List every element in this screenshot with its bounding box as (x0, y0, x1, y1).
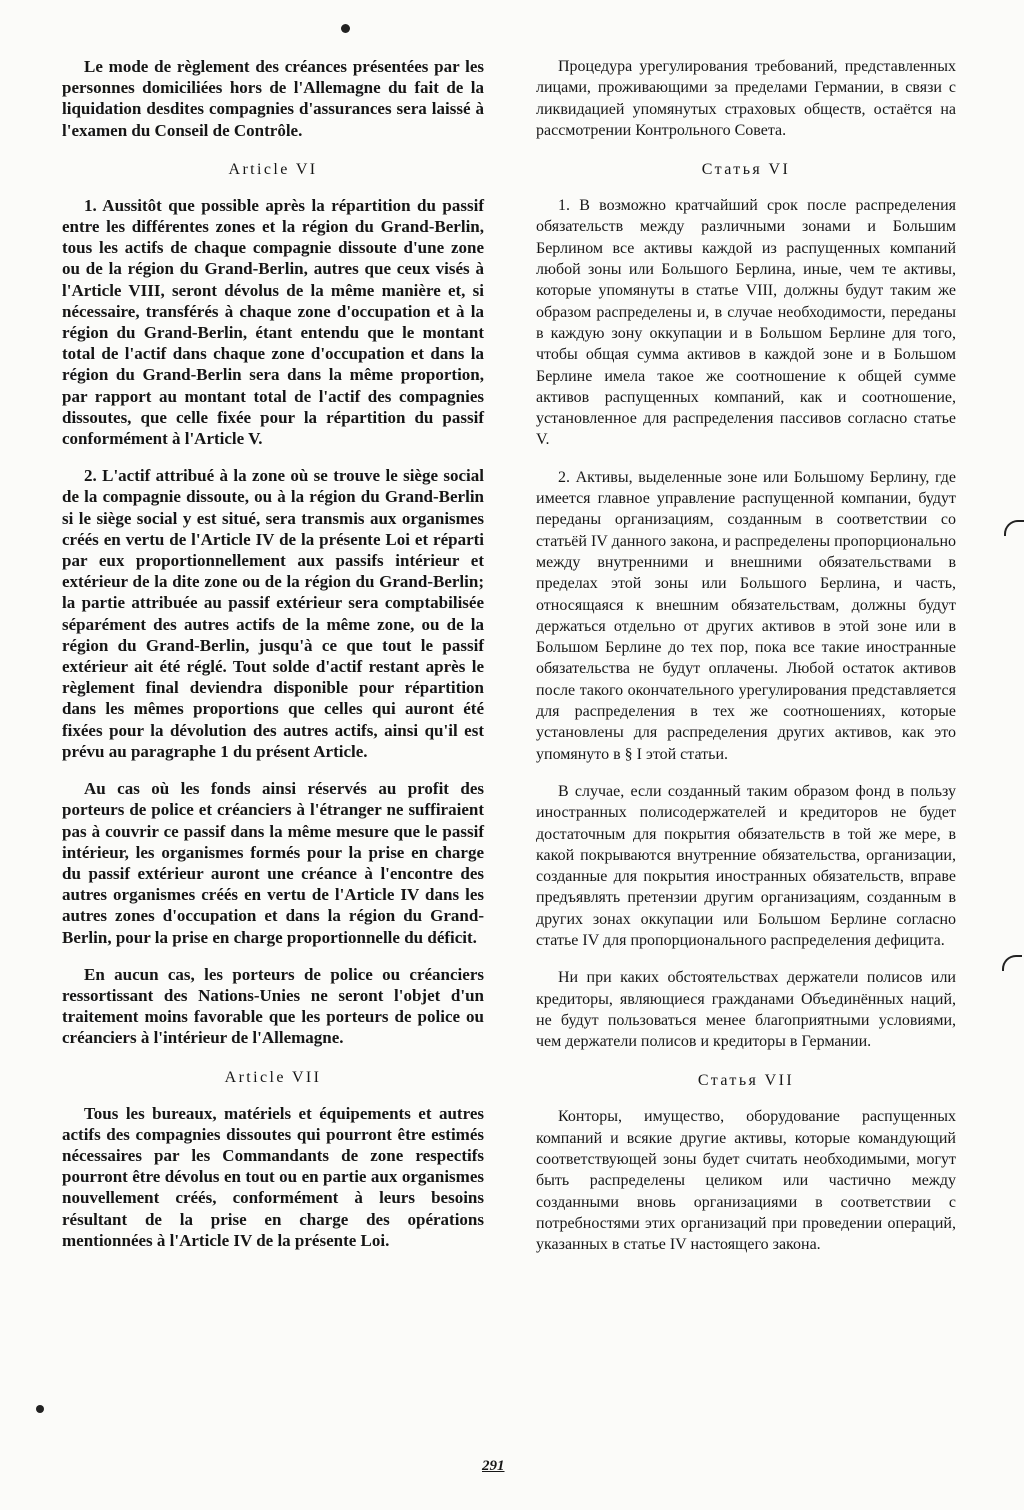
russian-article-vii-paragraph-1: Конторы, имущество, оборудование распущенных компаний и всякие другие активы, которые командующий соответствующей зоны будет считать необходимыми, могут быть распределены целиком или частично между созданными вновь организациями в соответствии с потребностями этих организаций при проведении операций, указанных в статье IV настоящего закона. (536, 1108, 956, 1254)
russian-article-vi-paragraph-3: В случае, если созданный таким образом фонд в пользу иностранных полисодержателей и кредиторов не будет достаточным для покрытия обязательств в той же мере, в какой покрываются внутренние обязательства, организации, созданные для покрытия иностранных обязательств, вправе предъявлять претензии другим организациям, созданным в других зонах оккупации или Большом Берлине согласно статье IV для пропорционального распределения дефицита. (536, 782, 956, 949)
french-article-vi-paragraph-3: Au cas où les fonds ainsi réservés au profit des porteurs de police et créanciers à l'étranger ne suffiraient pas à couvrir ce passif dans la même mesure que le passif intérieur, les organismes formés pour la prise en charge du passif extérieur auront une créance à l'encontre des autres organismes créés en vertu de l'Article IV dans les autres zones d'occupation et dans la région du Grand-Berlin, pour la prise en charge proportionnelle du déficit. (62, 779, 484, 947)
french-intro-paragraph: Le mode de règlement des créances présentées par les personnes domiciliées hors de l'Allemagne du fait de la liquidation desdites compagnies d'assurances sera laissé à l'examen du Conseil de Contrôle. (62, 57, 484, 140)
russian-intro-paragraph: Процедура урегулирования требований, представленных лицами, проживающими за пределами Германии, в связи с ликвидацией упомянутых страховых обществ, остаётся на рассмотрении Контрольного Совета. (536, 58, 956, 139)
russian-article-vii-heading: Статья VII (697, 1072, 795, 1090)
french-article-vi-paragraph-4: En aucun cas, les porteurs de police ou créanciers ressortissant des Nations-Unies ne seront l'objet d'un traitement moins favorable que les porteurs de police ou créanciers à l'intérieur de l'Allemagne. (62, 964, 484, 1048)
margin-mark (1004, 520, 1024, 536)
page-number: 291 (482, 1458, 505, 1474)
scan-speck (341, 24, 350, 33)
french-column (62, 56, 484, 1251)
french-article-vii-heading: Article VII (224, 1068, 322, 1086)
french-article-vi-paragraph-1: 1. Aussitôt que possible après la répartition du passif entre les différentes zones et la région du Grand-Berlin, tous les actifs de chaque compagnie dissoute d'une zone ou de la région du Grand-Berlin, autres que ceux visés à l'Article VIII, seront dévolus de la même manière et, si nécessaire, transférés à chaque zone d'occupation et à la région du Grand-Berlin, étant entendu que le montant total de l'actif dans chaque zone d'occupation et dans la région du Grand-Berlin sera dans la même proportion, par rapport au montant total de l'actif des compagnies dissoutes, que celle fixée pour la répartition du passif conformément à l'Article V. (62, 195, 484, 449)
russian-article-vi-paragraph-4: Ни при каких обстоятельствах держатели полисов или кредиторы, являющиеся гражданами Объединённых наций, не будут пользоваться менее благоприятными условиями, чем держатели полисов и кредиторы в Германии. (536, 969, 956, 1051)
french-article-vi-heading: Article VI (228, 160, 318, 178)
french-article-vi-paragraph-2: 2. L'actif attribué à la zone où se trouve le siège social de la compagnie dissoute, ou à la région du Grand-Berlin si le siège social y est situé, sera transmis aux organismes créés en vertu de l'Article IV de la présente Loi et réparti par eux proportionnellement aux passifs intérieur et extérieur de la dite zone ou de la région du Grand-Berlin; la partie attribuée au passif extérieur sera comptabilisée séparément des autres actifs de la même zone, ou de la région du Grand-Berlin, jusqu'à ce que tout le passif extérieur ait été réglé. Tout solde d'actif restant après le règlement final deviendra disponible pour répartition dans les mêmes proportions que celles qui auront été fixées pour la dévolution des autres actifs, ainsi qu'il est prévu au paragraphe 1 du présent Article. (62, 466, 484, 761)
russian-article-vi-heading: Статья VI (701, 161, 791, 179)
russian-article-vi-paragraph-1: 1. В возможно кратчайший срок после распределения обязательств между различными зонами и Большим Берлином все активы каждой из распущенных компаний любой зоны или Большого Берлина, иные, чем те активы, которые упомянуты в статье VIII, должны будут таким же образом распределены и, в случае необходимости, переданы в каждую зону оккупации и в Большом Берлине для того, чтобы общая сумма активов в каждой зоне и в Большом Берлине имела такое же соотношение к общей сумме активов распущенных компаний, как и соотношение, установленное для распределения пассивов согласно статье V. (536, 197, 956, 449)
margin-mark (1002, 955, 1022, 971)
french-article-vii-paragraph-1: Tous les bureaux, matériels et équipements et autres actifs des compagnies dissoutes qui pourront être estimés nécessaires par les Commandants de zone respectifs pourront être dévolus en tout ou en partie aux organismes nouvellement créés, conformément à leurs besoins résultant de la prise en charge des opérations mentionnées à l'Article IV de la présente Loi. (62, 1103, 484, 1250)
scan-speck (36, 1405, 44, 1413)
russian-column (536, 56, 956, 1256)
russian-article-vi-paragraph-2: 2. Активы, выделенные зоне или Большому Берлину, где имеется главное управление распущенной компании, будут переданы организациям, созданным в соответствии со статьёй IV данного закона, и распределены пропорционально между внутренними и внешними обязательствами в пределах этой зоны или Большого Берлина, и часть, относящаяся к внешним обязательствам, должны будут держаться отдельно от других активов в этой зоне или в Большом Берлине до тех пор, пока все такие иностранные обязательства не будут оплачены. Любой остаток активов после такого окончательного урегулирования представляется для распределения в тех же соотношениях, которые установлены для распределения других активов, как это упомянуто в § I этой статьи. (536, 468, 956, 763)
